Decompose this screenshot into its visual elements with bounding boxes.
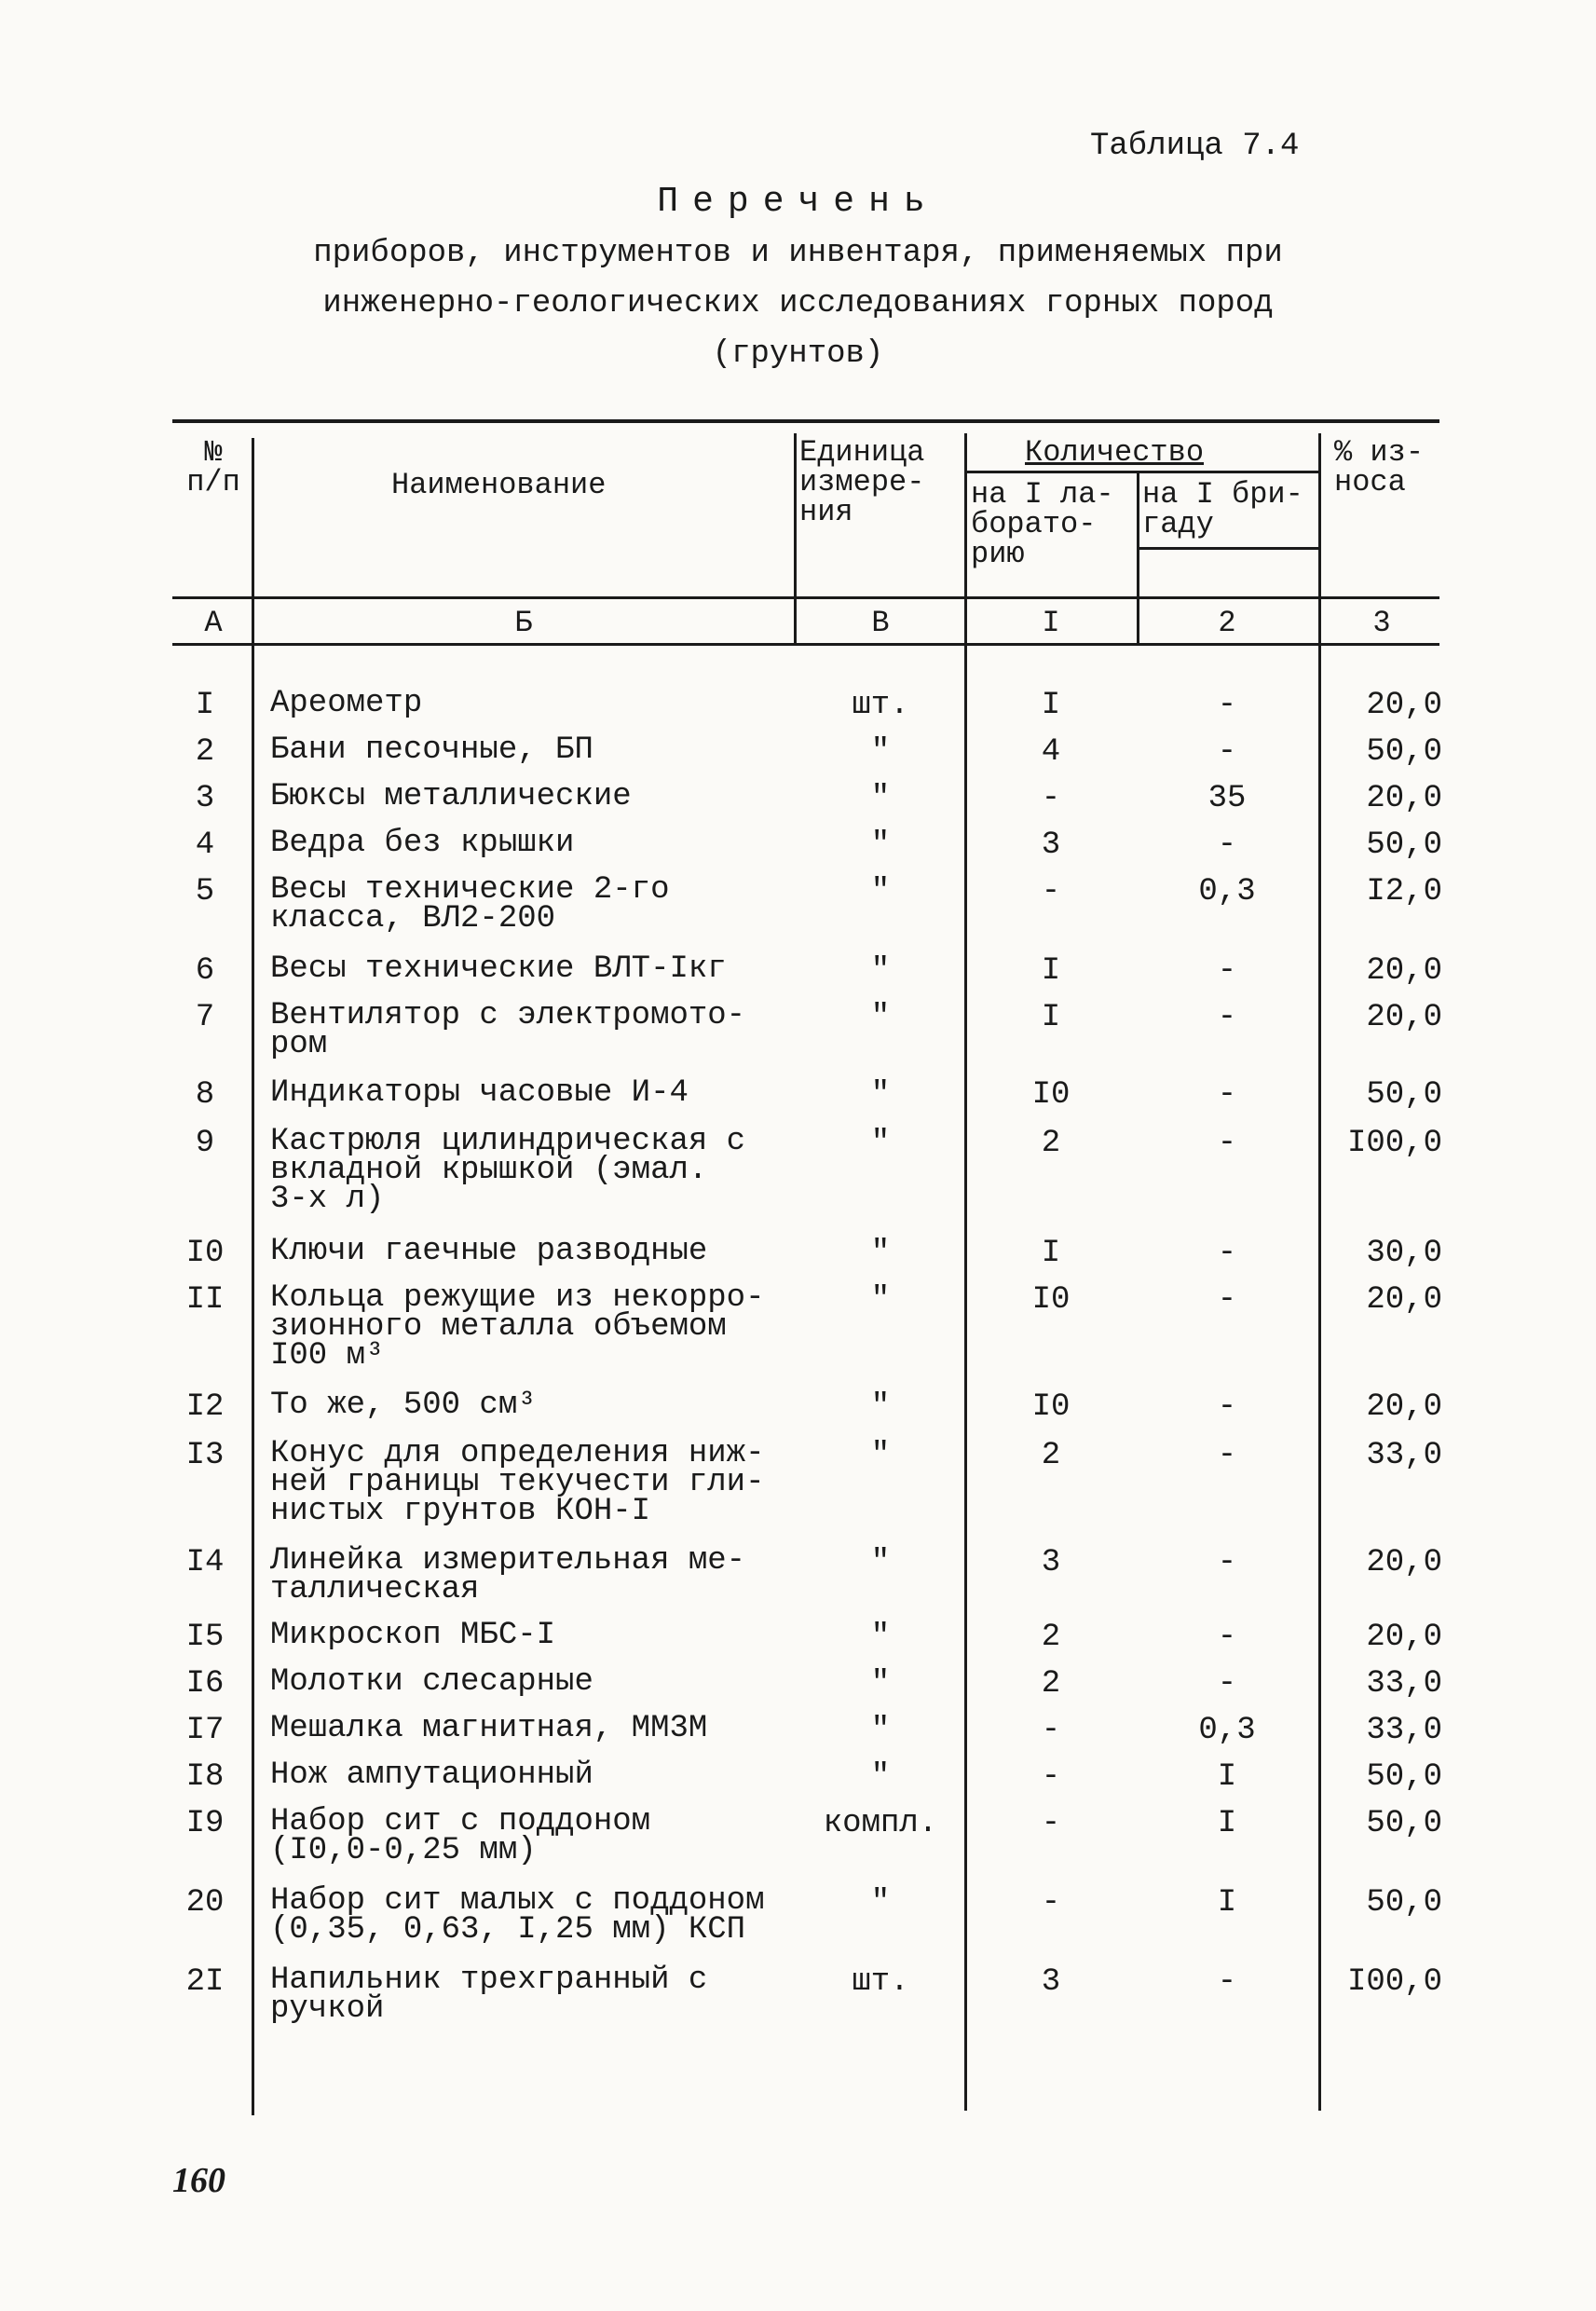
cell-name: Ареометр [270,686,423,721]
cell-num: 2I [185,1964,225,2000]
title-heading: Перечень [657,182,939,222]
cell-unit: " [870,1438,891,1473]
cell-lab: 2 [1041,1438,1061,1473]
header-name: Наименование [391,468,607,502]
cell-name: Кастрюля цилиндрическая с вкладной крышкой (эмал. 3-х л) [270,1124,746,1217]
cell-lab: I [1041,688,1061,723]
quantity-rule [967,471,1321,473]
cell-lab: 2 [1041,1620,1061,1655]
cell-unit: " [870,1666,891,1702]
cell-unit: " [870,1000,891,1035]
cell-brig: - [1217,1438,1237,1473]
cell-lab: I [1041,1000,1061,1035]
table-top-rule [172,419,1439,423]
cell-num: I0 [185,1236,225,1271]
cell-wear: 50,0 [1366,827,1442,863]
cell-wear: 33,0 [1366,1666,1442,1702]
col-divider-5 [1318,433,1321,2111]
cell-lab: 2 [1041,1126,1061,1161]
title-line-2: приборов, инструментов и инвентаря, применяемых при [313,236,1283,271]
col-letter-b: Б [514,606,533,640]
cell-num: I7 [185,1713,225,1748]
col-letter-a: А [204,606,223,640]
cell-wear: I00,0 [1346,1126,1442,1161]
cell-unit: " [870,827,891,863]
cell-name: Нож ампутационный [270,1757,593,1793]
cell-brig: - [1217,1000,1237,1035]
cell-wear: 33,0 [1366,1713,1442,1748]
cell-wear: 20,0 [1366,953,1442,989]
cell-wear: 50,0 [1366,1077,1442,1113]
cell-wear: 20,0 [1366,1545,1442,1580]
cell-brig: - [1217,1236,1237,1271]
cell-wear: 20,0 [1366,1389,1442,1425]
cell-brig: - [1217,953,1237,989]
cell-unit: " [870,781,891,816]
cell-name: Микроскоп МБС-I [270,1618,556,1653]
cell-num: I8 [185,1759,225,1795]
cell-name: Молотки слесарные [270,1664,593,1700]
cell-unit: " [870,1759,891,1795]
col-divider-3 [964,433,967,2111]
cell-unit: шт. [852,688,909,723]
cell-name: То же, 500 см³ [270,1388,537,1423]
cell-num: I4 [185,1545,225,1580]
page-number: 160 [172,2161,225,2200]
cell-brig: - [1217,1545,1237,1580]
cell-name: Набор сит с поддоном (I0,0-0,25 мм) [270,1804,651,1868]
cell-lab: - [1041,781,1061,816]
cell-lab: - [1041,1806,1061,1841]
cell-wear: 50,0 [1366,734,1442,770]
cell-num: 4 [195,827,215,863]
cell-brig: - [1217,1620,1237,1655]
cell-lab: 3 [1041,1964,1061,2000]
cell-lab: I [1041,953,1061,989]
cell-unit: " [870,1713,891,1748]
cell-lab: I0 [1031,1389,1071,1425]
title-line-4: (грунтов) [712,336,884,372]
cell-wear: 20,0 [1366,688,1442,723]
cell-lab: I0 [1031,1077,1071,1113]
cell-brig: 0,3 [1198,1713,1256,1748]
cell-wear: I2,0 [1366,874,1442,909]
table-label: Таблица 7.4 [1090,129,1300,164]
header-num: № п/п [186,435,240,499]
cell-name: Набор сит малых с поддоном (0,35, 0,63, I,25 мм) КСП [270,1883,765,1948]
header-quantity: Количество [1025,435,1205,470]
cell-name: Ключи гаечные разводные [270,1234,708,1269]
cell-name: Бюксы металлические [270,779,632,814]
cell-unit: " [870,1077,891,1113]
col-letter-2: 2 [1218,606,1236,640]
cell-unit: компл. [823,1806,938,1841]
cell-num: 2 [195,734,215,770]
cell-num: I [195,688,215,723]
header-per-brigade: на I бри- гаду [1142,477,1303,541]
cell-name: Мешалка магнитная, ММ3М [270,1711,708,1746]
cell-brig: - [1217,1964,1237,2000]
cell-brig: - [1217,1282,1237,1318]
cell-unit: " [870,734,891,770]
cell-wear: 33,0 [1366,1438,1442,1473]
cell-num: I9 [185,1806,225,1841]
cell-wear: 50,0 [1366,1759,1442,1795]
cell-lab: 3 [1041,827,1061,863]
cell-brig: - [1217,1126,1237,1161]
cell-lab: - [1041,874,1061,909]
cell-brig: - [1217,1666,1237,1702]
header-wear: % из- носа [1334,435,1425,499]
col-divider-1 [252,438,254,2115]
cell-lab: 2 [1041,1666,1061,1702]
cell-unit: " [870,1282,891,1318]
cell-unit: " [870,1885,891,1921]
header-per-lab: на I ла- борато- рию [971,477,1114,571]
cell-brig: - [1217,827,1237,863]
cell-name: Весы технические ВЛТ-Iкг [270,951,727,987]
cell-brig: I [1217,1759,1237,1795]
cell-num: I5 [185,1620,225,1655]
letters-bottom-rule [172,643,1439,646]
cell-brig: - [1217,1077,1237,1113]
cell-num: I6 [185,1666,225,1702]
cell-wear: 50,0 [1366,1885,1442,1921]
cell-wear: I00,0 [1346,1964,1442,2000]
cell-brig: - [1217,1389,1237,1425]
cell-num: 8 [195,1077,215,1113]
cell-unit: " [870,953,891,989]
header-bottom-rule [172,596,1439,599]
cell-num: 5 [195,874,215,909]
title-line-3: инженерно-геологических исследованиях горных пород [322,286,1274,321]
cell-name: Индикаторы часовые И-4 [270,1075,689,1111]
cell-num: 9 [195,1126,215,1161]
cell-unit: " [870,1389,891,1425]
cell-num: I3 [185,1438,225,1473]
cell-brig: 0,3 [1198,874,1256,909]
cell-num: I2 [185,1389,225,1425]
col-letter-1: I [1042,606,1060,640]
cell-unit: " [870,874,891,909]
cell-wear: 20,0 [1366,1282,1442,1318]
cell-wear: 30,0 [1366,1236,1442,1271]
col-letter-v: В [871,606,890,640]
cell-lab: 4 [1041,734,1061,770]
cell-name: Вентилятор с электромото- ром [270,998,746,1062]
cell-num: 3 [195,781,215,816]
cell-wear: 20,0 [1366,1620,1442,1655]
cell-lab: - [1041,1759,1061,1795]
cell-name: Весы технические 2-го класса, ВЛ2-200 [270,872,670,937]
cell-name: Напильник трехгранный с ручкой [270,1962,708,2027]
cell-name: Кольца режущие из некорро- зионного металла объемом I00 м³ [270,1280,765,1374]
cell-brig: 35 [1207,781,1247,816]
cell-lab: I [1041,1236,1061,1271]
cell-num: 6 [195,953,215,989]
cell-brig: - [1217,734,1237,770]
cell-lab: I0 [1031,1282,1071,1318]
quantity-sub-rule [1139,547,1321,550]
cell-name: Бани песочные, БП [270,732,593,768]
cell-wear: 20,0 [1366,1000,1442,1035]
cell-brig: I [1217,1806,1237,1841]
cell-num: II [185,1282,225,1318]
cell-unit: " [870,1620,891,1655]
cell-wear: 50,0 [1366,1806,1442,1841]
cell-name: Конус для определения ниж- ней границы текучести гли- нистых грунтов КОН-I [270,1436,765,1529]
cell-unit: " [870,1236,891,1271]
cell-num: 7 [195,1000,215,1035]
cell-lab: - [1041,1885,1061,1921]
cell-brig: I [1217,1885,1237,1921]
cell-unit: шт. [852,1964,909,2000]
cell-num: 20 [185,1885,225,1921]
cell-name: Ведра без крышки [270,826,575,861]
header-unit: Единица измере- ния [799,435,925,529]
cell-lab: 3 [1041,1545,1061,1580]
cell-name: Линейка измерительная ме- таллическая [270,1543,746,1607]
cell-unit: " [870,1126,891,1161]
col-letter-3: 3 [1372,606,1391,640]
cell-lab: - [1041,1713,1061,1748]
cell-unit: " [870,1545,891,1580]
cell-brig: - [1217,688,1237,723]
cell-wear: 20,0 [1366,781,1442,816]
